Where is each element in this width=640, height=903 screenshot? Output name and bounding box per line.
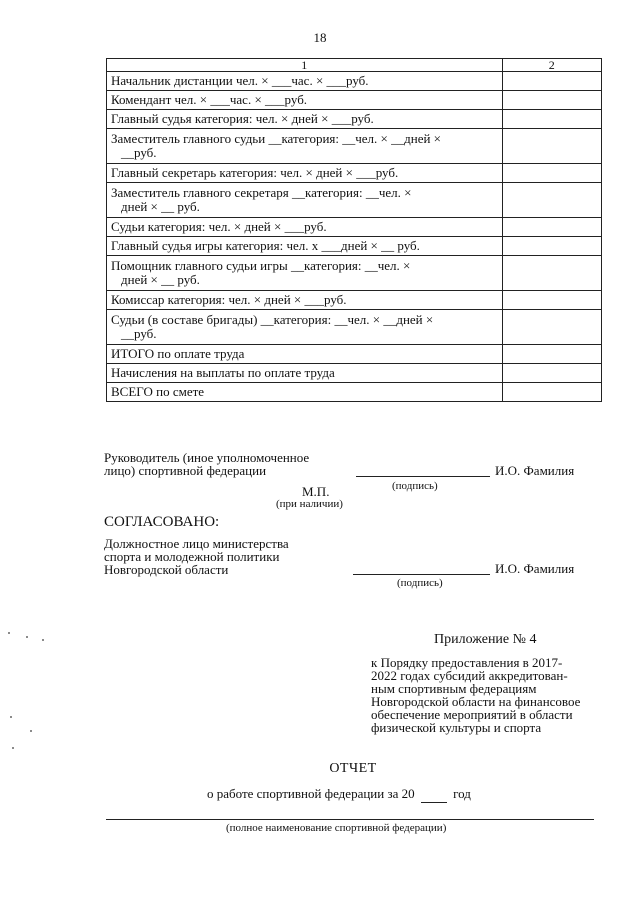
row-text-cont: дней × __ руб. — [121, 272, 200, 287]
table-cell-label — [107, 256, 503, 291]
table-cell-label — [107, 383, 503, 402]
table-cell-value — [502, 72, 601, 91]
official-role-line: Новгородской области — [104, 562, 229, 577]
row-text-cont: __руб. — [121, 145, 157, 160]
row-text: Главный судья категория: чел. × дней × ___руб. — [111, 111, 374, 126]
table-cell-label — [107, 72, 503, 91]
row-text: Судьи категория: чел. × дней × ___руб. — [111, 219, 327, 234]
budget-table — [106, 58, 602, 402]
row-text: Начисления на выплаты по оплате труда — [111, 365, 335, 380]
official-name: И.О. Фамилия — [495, 561, 575, 576]
row-text: Начальник дистанции чел. × ___час. × ___руб. — [111, 73, 369, 88]
row-text: Судьи (в составе бригады) __категория: __чел. × __дней × — [111, 312, 434, 327]
official-role — [104, 537, 289, 576]
official-role-line: спорта и молодежной политики — [104, 549, 280, 564]
table-cell-label — [107, 345, 503, 364]
scan-speck — [8, 632, 10, 634]
row-text: Заместитель главного секретаря __категория: __чел. × — [111, 185, 412, 200]
table-row — [107, 129, 602, 164]
approved-heading: СОГЛАСОВАНО: — [104, 514, 220, 530]
row-text-cont: дней × __ руб. — [121, 199, 200, 214]
row-text: Помощник главного судьи игры __категория: __чел. × — [111, 258, 411, 273]
table-row — [107, 183, 602, 218]
table-cell-value — [502, 310, 601, 345]
report-subtitle-suffix: год — [453, 786, 471, 801]
signature-caption: (подпись) — [397, 577, 443, 589]
signatory-role-line: Руководитель (иное уполномоченное — [104, 450, 310, 465]
table-cell-label — [107, 291, 503, 310]
table-row — [107, 364, 602, 383]
table-row — [107, 218, 602, 237]
table-cell-label — [107, 129, 503, 164]
table-header-col-1: 1 — [107, 59, 503, 72]
table-cell-value — [502, 164, 601, 183]
table-cell-value — [502, 345, 601, 364]
table-row — [107, 345, 602, 364]
table-row — [107, 164, 602, 183]
table-cell-value — [502, 364, 601, 383]
row-text: Заместитель главного судьи __категория: __чел. × __дней × — [111, 131, 442, 146]
official-role-line: Должностное лицо министерства — [104, 536, 289, 551]
table-cell-label — [107, 110, 503, 129]
table-cell-label — [107, 164, 503, 183]
annex-line: обеспечение мероприятий в области — [371, 707, 573, 722]
annex-line: Новгородской области на финансовое — [371, 694, 581, 709]
scan-speck — [42, 639, 44, 641]
table-cell-value — [502, 183, 601, 218]
row-text: ВСЕГО по смете — [111, 384, 205, 399]
table-cell-label — [107, 91, 503, 110]
signature-line — [353, 574, 490, 575]
table-cell-value — [502, 256, 601, 291]
table-cell-label — [107, 218, 503, 237]
table-cell-value — [502, 110, 601, 129]
scan-speck — [10, 716, 12, 718]
table-cell-value — [502, 218, 601, 237]
report-subtitle — [207, 786, 471, 803]
scan-speck — [30, 730, 32, 732]
table-row — [107, 237, 602, 256]
row-text-cont: __руб. — [121, 326, 157, 341]
table-cell-label — [107, 183, 503, 218]
table-row — [107, 383, 602, 402]
annex-line: физической культуры и спорта — [371, 720, 542, 735]
row-text: Комиссар категория: чел. × дней × ___руб. — [111, 292, 347, 307]
year-blank — [421, 786, 447, 803]
federation-name-line — [106, 819, 594, 820]
page-number: 18 — [313, 30, 327, 45]
table-cell-label — [107, 237, 503, 256]
scan-speck — [26, 636, 28, 638]
row-text: ИТОГО по оплате труда — [111, 346, 245, 361]
table-cell-label — [107, 310, 503, 345]
table-header-row — [107, 59, 602, 72]
table-cell-value — [502, 291, 601, 310]
annex-line: 2022 годах субсидий аккредитован- — [371, 668, 568, 683]
stamp-label: М.П. — [302, 484, 330, 499]
table-row — [107, 72, 602, 91]
table-row — [107, 291, 602, 310]
scan-speck — [12, 747, 14, 749]
table-row — [107, 310, 602, 345]
table-header-col-2: 2 — [502, 59, 601, 72]
signatory-name: И.О. Фамилия — [495, 463, 575, 478]
signatory-role-line: лицо) спортивной федерации — [104, 463, 267, 478]
report-title: ОТЧЕТ — [329, 761, 377, 776]
table-row — [107, 110, 602, 129]
row-text: Главный секретарь категория: чел. × дней × ___руб. — [111, 165, 399, 180]
row-text: Главный судья игры категория: чел. х ___дней × __ руб. — [111, 238, 420, 253]
annex-text — [371, 656, 580, 734]
signatory-role — [104, 451, 309, 477]
annex-title: Приложение № 4 — [434, 632, 537, 647]
report-subtitle-prefix: о работе спортивной федерации за 20 — [207, 786, 415, 801]
row-text: Комендант чел. × ___час. × ___руб. — [111, 92, 308, 107]
federation-name-caption: (полное наименование спортивной федерации) — [226, 822, 447, 834]
table-cell-value — [502, 91, 601, 110]
table-cell-value — [502, 129, 601, 164]
annex-line: к Порядку предоставления в 2017- — [371, 655, 563, 670]
table-cell-value — [502, 237, 601, 256]
table-cell-value — [502, 383, 601, 402]
table-row — [107, 256, 602, 291]
signature-line — [356, 476, 490, 477]
table-cell-label — [107, 364, 503, 383]
stamp-note: (при наличии) — [276, 498, 343, 510]
table-row — [107, 91, 602, 110]
signature-caption: (подпись) — [392, 480, 438, 492]
annex-line: ным спортивным федерациям — [371, 681, 537, 696]
